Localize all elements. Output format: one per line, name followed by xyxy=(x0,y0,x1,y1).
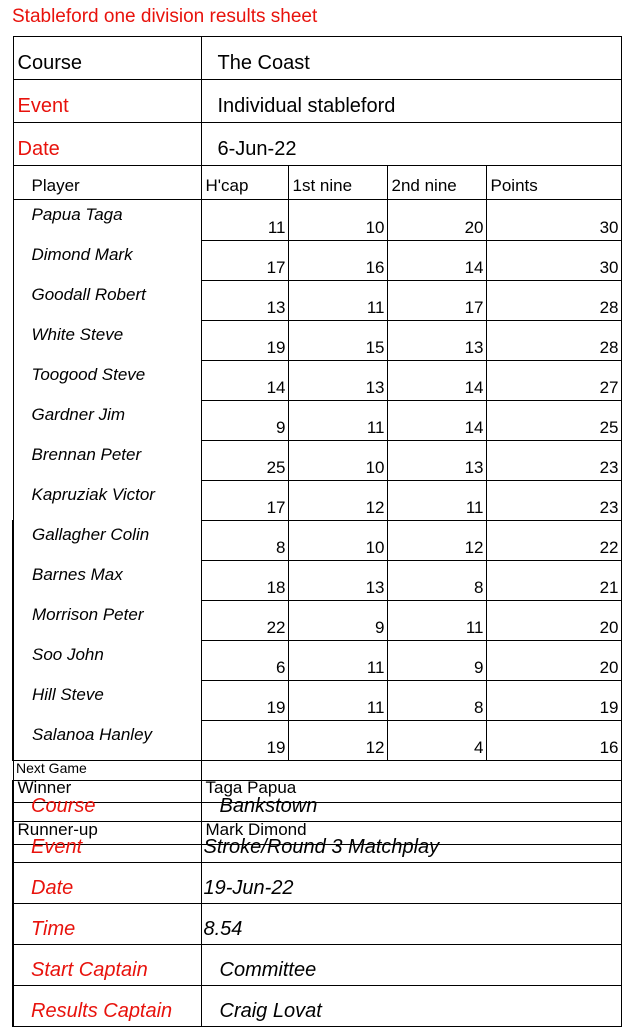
second-nine-cell: 8 xyxy=(387,680,486,720)
handicap-cell: 13 xyxy=(201,280,288,320)
second-nine-cell: 17 xyxy=(387,280,486,320)
next-game-row xyxy=(13,986,621,1027)
table-row xyxy=(13,440,621,480)
first-nine-cell: 12 xyxy=(288,480,387,520)
points-cell: 25 xyxy=(486,400,621,440)
course-label: Course xyxy=(13,37,201,80)
column-header-second-nine: 2nd nine xyxy=(387,166,486,200)
first-nine-cell: 10 xyxy=(288,440,387,480)
points-cell: 28 xyxy=(486,320,621,360)
table-row xyxy=(13,680,621,720)
second-nine-cell: 20 xyxy=(387,200,486,241)
first-nine-cell: 10 xyxy=(288,520,387,560)
next-game-table xyxy=(12,780,622,1027)
first-nine-cell: 16 xyxy=(288,240,387,280)
points-cell: 28 xyxy=(486,280,621,320)
course-value: The Coast xyxy=(201,37,621,80)
player-name: Brennan Peter xyxy=(13,440,201,480)
first-nine-cell: 11 xyxy=(288,400,387,440)
second-nine-cell: 14 xyxy=(387,360,486,400)
second-nine-cell: 9 xyxy=(387,640,486,680)
table-row xyxy=(13,320,621,360)
sheet-title: Stableford one division results sheet xyxy=(12,6,318,27)
points-cell: 21 xyxy=(486,560,621,600)
next-game-field-value: Bankstown xyxy=(201,781,621,822)
second-nine-cell: 11 xyxy=(387,600,486,640)
player-name: White Steve xyxy=(13,320,201,360)
player-name: Salanoa Hanley xyxy=(13,720,201,761)
next-game-row xyxy=(13,822,621,863)
second-nine-cell: 4 xyxy=(387,720,486,761)
player-name: Soo John xyxy=(13,640,201,680)
first-nine-cell: 9 xyxy=(288,600,387,640)
runner-up-label: Runner-up xyxy=(13,803,201,845)
second-nine-cell: 14 xyxy=(387,240,486,280)
second-nine-cell: 8 xyxy=(387,560,486,600)
first-nine-cell: 12 xyxy=(288,720,387,761)
table-row xyxy=(13,360,621,400)
handicap-cell: 14 xyxy=(201,360,288,400)
column-header-player: Player xyxy=(13,166,201,200)
second-nine-cell: 13 xyxy=(387,440,486,480)
handicap-cell: 19 xyxy=(201,720,288,761)
first-nine-cell: 11 xyxy=(288,680,387,720)
next-game-label: Next Game xyxy=(16,760,87,776)
handicap-cell: 8 xyxy=(201,520,288,560)
first-nine-cell: 10 xyxy=(288,200,387,241)
player-name: Goodall Robert xyxy=(13,280,201,320)
player-name: Gardner Jim xyxy=(13,400,201,440)
next-game-field-label: Course xyxy=(13,781,201,822)
handicap-cell: 11 xyxy=(201,200,288,241)
handicap-cell: 25 xyxy=(201,440,288,480)
date-value: 6-Jun-22 xyxy=(201,123,621,166)
points-cell: 27 xyxy=(486,360,621,400)
first-nine-cell: 15 xyxy=(288,320,387,360)
player-name: Morrison Peter xyxy=(13,600,201,640)
header-row-date xyxy=(13,123,621,166)
runner-up-value: Mark Dimond xyxy=(201,803,621,845)
next-game-field-label: Date xyxy=(13,863,201,904)
points-cell: 20 xyxy=(486,600,621,640)
player-name: Dimond Mark xyxy=(13,240,201,280)
first-nine-cell: 11 xyxy=(288,640,387,680)
next-game-field-value: Craig Lovat xyxy=(201,986,621,1027)
handicap-cell: 17 xyxy=(201,480,288,520)
next-game-field-value: 8.54 xyxy=(201,904,621,945)
table-row xyxy=(13,400,621,440)
next-game-field-label: Time xyxy=(13,904,201,945)
table-row xyxy=(13,560,621,600)
second-nine-cell: 14 xyxy=(387,400,486,440)
next-game-field-value: 19-Jun-22 xyxy=(201,863,621,904)
points-cell: 30 xyxy=(486,200,621,241)
handicap-cell: 17 xyxy=(201,240,288,280)
table-row xyxy=(13,240,621,280)
table-row xyxy=(13,640,621,680)
winner-label: Winner xyxy=(13,761,201,803)
next-game-field-label: Event xyxy=(13,822,201,863)
points-cell: 23 xyxy=(486,480,621,520)
header-row-course xyxy=(13,37,621,80)
player-name: Hill Steve xyxy=(13,680,201,720)
points-cell: 20 xyxy=(486,640,621,680)
next-game-field-value: Committee xyxy=(201,945,621,986)
first-nine-cell: 13 xyxy=(288,360,387,400)
table-row xyxy=(13,520,621,560)
column-header-hcap: H'cap xyxy=(201,166,288,200)
next-game-row xyxy=(13,904,621,945)
second-nine-cell: 12 xyxy=(387,520,486,560)
handicap-cell: 19 xyxy=(201,320,288,360)
table-row xyxy=(13,480,621,520)
next-game-row xyxy=(13,863,621,904)
handicap-cell: 22 xyxy=(201,600,288,640)
player-name: Barnes Max xyxy=(13,560,201,600)
next-game-field-value: Stroke/Round 3 Matchplay xyxy=(201,822,621,863)
points-cell: 19 xyxy=(486,680,621,720)
handicap-cell: 19 xyxy=(201,680,288,720)
first-nine-cell: 13 xyxy=(288,560,387,600)
handicap-cell: 9 xyxy=(201,400,288,440)
header-row-event xyxy=(13,80,621,123)
event-label: Event xyxy=(13,80,201,123)
column-header-points: Points xyxy=(486,166,621,200)
points-cell: 16 xyxy=(486,720,621,761)
table-row xyxy=(13,200,621,241)
handicap-cell: 18 xyxy=(201,560,288,600)
event-value: Individual stableford xyxy=(201,80,621,123)
next-game-row xyxy=(13,781,621,822)
winner-value: Taga Papua xyxy=(201,761,621,803)
results-table xyxy=(12,36,622,845)
next-game-field-label: Results Captain xyxy=(13,986,201,1027)
first-nine-cell: 11 xyxy=(288,280,387,320)
player-name: Papua Taga xyxy=(13,200,201,241)
points-cell: 30 xyxy=(486,240,621,280)
handicap-cell: 6 xyxy=(201,640,288,680)
date-label: Date xyxy=(13,123,201,166)
points-cell: 23 xyxy=(486,440,621,480)
next-game-field-label: Start Captain xyxy=(13,945,201,986)
column-header-first-nine: 1st nine xyxy=(288,166,387,200)
next-game-row xyxy=(13,945,621,986)
player-name: Gallagher Colin xyxy=(13,520,201,560)
second-nine-cell: 11 xyxy=(387,480,486,520)
player-name: Kapruziak Victor xyxy=(13,480,201,520)
table-row xyxy=(13,280,621,320)
table-row xyxy=(13,720,621,761)
column-header-row xyxy=(13,166,621,200)
player-name: Toogood Steve xyxy=(13,360,201,400)
points-cell: 22 xyxy=(486,520,621,560)
second-nine-cell: 13 xyxy=(387,320,486,360)
table-row xyxy=(13,600,621,640)
